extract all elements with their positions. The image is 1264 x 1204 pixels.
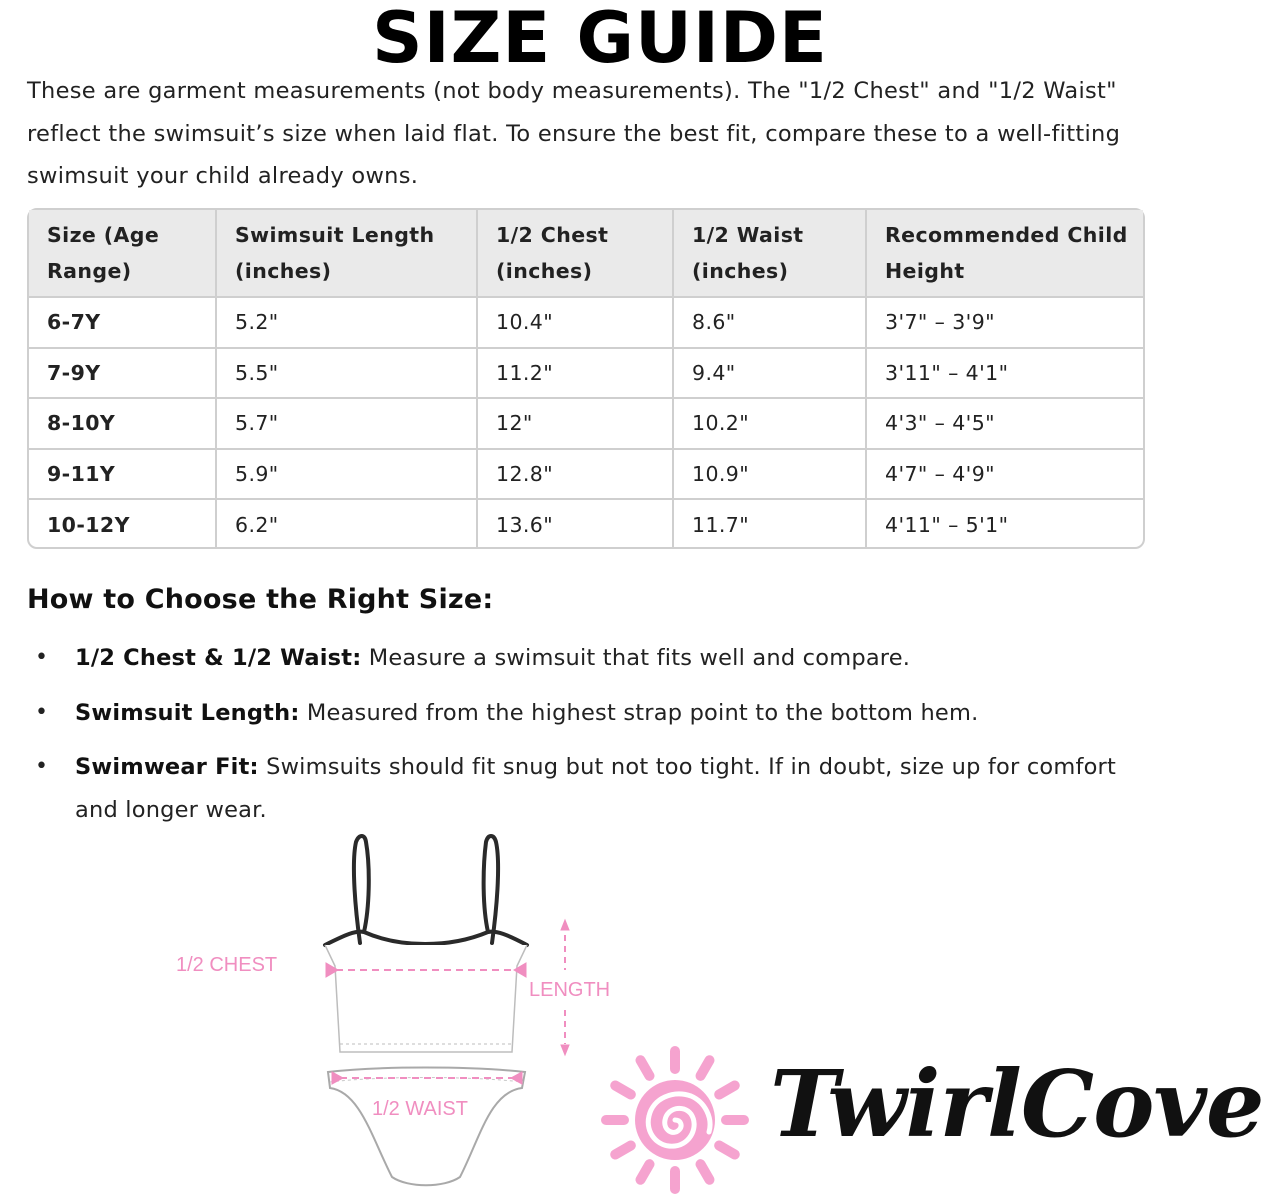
cell-waist: 10.9" [673, 449, 866, 500]
cell-size: 7-9Y [29, 348, 216, 399]
tips-list [27, 637, 1137, 843]
cell-size: 6-7Y [29, 297, 216, 348]
cell-height: 3'7" – 3'9" [866, 297, 1143, 348]
brand-logo [595, 1040, 1264, 1200]
cell-waist: 11.7" [673, 499, 866, 549]
header-chest: 1/2 Chest (inches) [477, 210, 673, 297]
cell-length: 5.9" [216, 449, 477, 500]
tip-text: Measure a swimsuit that fits well and compare. [361, 645, 911, 671]
tip-text: Measured from the highest strap point to the bottom hem. [299, 699, 979, 726]
header-length: Swimsuit Length (inches) [216, 210, 477, 297]
swimsuit-diagram [160, 820, 640, 1200]
cell-size: 10-12Y [29, 499, 216, 549]
cell-height: 3'11" – 4'1" [866, 348, 1143, 399]
bullet-icon: • [35, 699, 49, 725]
cell-length: 5.5" [216, 348, 477, 399]
cell-waist: 9.4" [673, 348, 866, 399]
cell-length: 5.7" [216, 398, 477, 449]
cell-chest: 13.6" [477, 499, 673, 549]
page-title: SIZE GUIDE [372, 0, 828, 79]
table-row [29, 297, 1143, 348]
cell-length: 6.2" [216, 499, 477, 549]
header-height: Recommended Child Height [866, 210, 1143, 297]
cell-chest: 12.8" [477, 449, 673, 500]
header-size: Size (Age Range) [29, 210, 216, 297]
tip-label: Swimwear Fit: [75, 754, 259, 780]
bikini-bottom-icon [328, 1068, 525, 1186]
cell-length: 5.2" [216, 297, 477, 348]
header-waist: 1/2 Waist (inches) [673, 210, 866, 297]
tankini-body [325, 945, 527, 1052]
size-table [27, 208, 1145, 549]
table-header-row [29, 210, 1143, 297]
tip-label: Swimsuit Length: [75, 699, 300, 726]
list-item [27, 637, 1137, 680]
tip-label: 1/2 Chest & 1/2 Waist: [75, 645, 362, 671]
cell-chest: 11.2" [477, 348, 673, 399]
table-row [29, 398, 1143, 449]
cell-size: 9-11Y [29, 449, 216, 500]
cell-height: 4'11" – 5'1" [885, 512, 1009, 537]
how-to-heading: How to Choose the Right Size: [27, 584, 494, 615]
list-item [27, 746, 1137, 831]
brand-name: TwirlCove [770, 1050, 1264, 1158]
waist-label: 1/2 WAIST [372, 1098, 468, 1120]
list-item [27, 692, 1137, 735]
cell-size: 8-10Y [29, 398, 216, 449]
cell-height: 4'3" – 4'5" [866, 398, 1143, 449]
chest-label: 1/2 CHEST [176, 954, 278, 976]
bullet-icon: • [35, 645, 49, 670]
tip-text: Swimsuits should fit snug but not too tight. If in doubt, size up for comfort and longer wear. [75, 754, 1117, 823]
length-label: LENGTH [529, 979, 611, 1001]
intro-text: These are garment measurements (not body measurements). The "1/2 Chest" and "1/2 Waist" reflect the swimsuit’s size when laid flat. To ensure the best fit, compare these to a well-fitting swimsuit your child already owns. [27, 78, 1121, 189]
table-row [29, 499, 1143, 549]
cell-chest: 10.4" [477, 297, 673, 348]
sun-spiral-icon [595, 1040, 755, 1200]
table-row [29, 449, 1143, 500]
table-row [29, 348, 1143, 399]
cell-waist: 10.2" [673, 398, 866, 449]
bullet-icon: • [35, 754, 49, 779]
cell-chest: 12" [477, 398, 673, 449]
cell-waist: 8.6" [673, 297, 866, 348]
cell-height: 4'7" – 4'9" [866, 449, 1143, 500]
tankini-top-icon [325, 836, 527, 945]
